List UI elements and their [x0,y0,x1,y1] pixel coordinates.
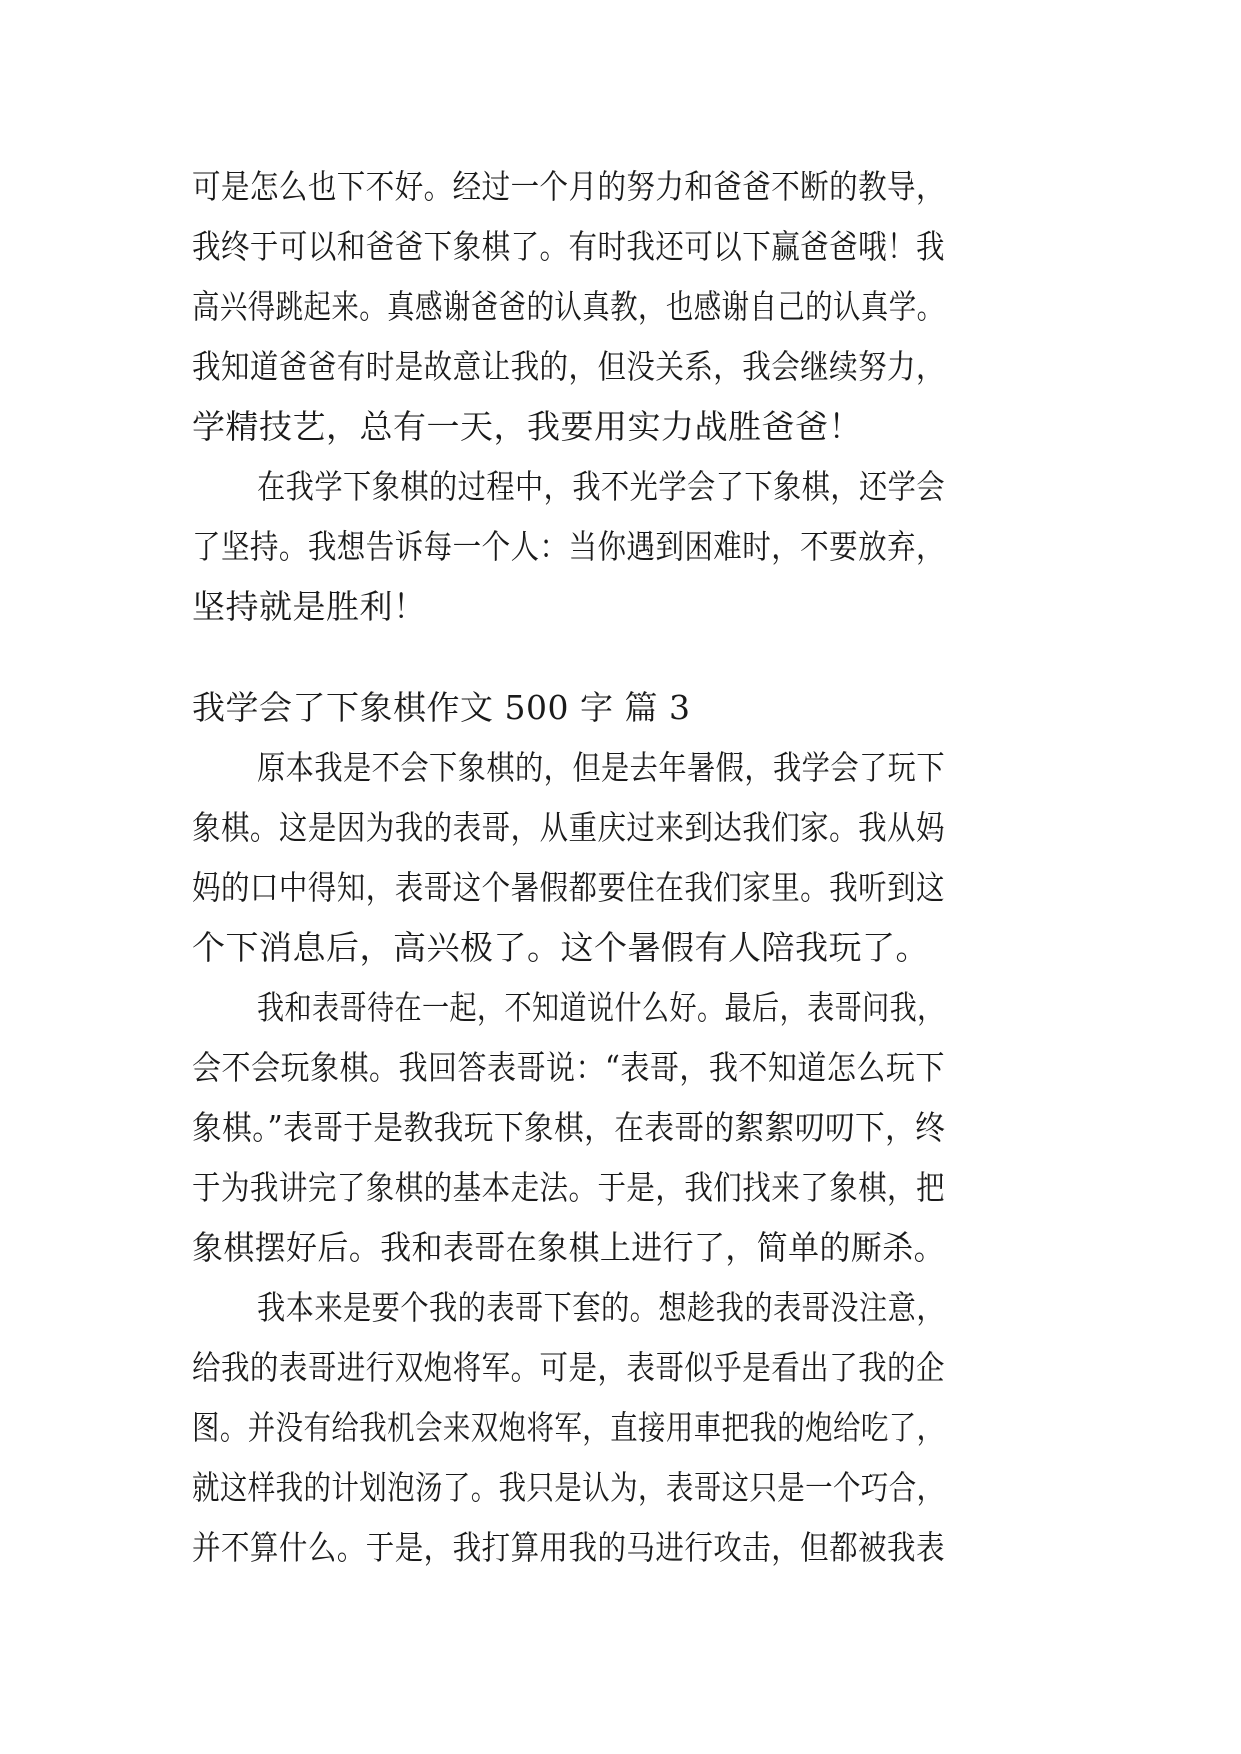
paragraph-1-line-5: 学精技艺，总有一天，我要用实力战胜爸爸！ [192,407,862,446]
paragraph-2-line-2: 了坚持。我想告诉每一个人：当你遇到困难时，不要放弃， [192,527,945,566]
paragraph-1-line-4: 我知道爸爸有时是故意让我的，但没关系，我会继续努力， [192,347,945,386]
paragraph-5-line-1: 我本来是要个我的表哥下套的。想趁我的表哥没注意， [257,1288,945,1327]
paragraph-2-line-3: 坚持就是胜利！ [192,587,427,626]
paragraph-5-line-2: 给我的表哥进行双炮将军。可是，表哥似乎是看出了我的企 [192,1348,945,1387]
paragraph-4-line-1: 我和表哥待在一起，不知道说什么好。最后，表哥问我， [257,988,945,1027]
paragraph-5-line-4: 就这样我的计划泡汤了。我只是认为，表哥这只是一个巧合， [192,1468,945,1507]
paragraph-4-line-4: 于为我讲完了象棋的基本走法。于是，我们找来了象棋，把 [192,1168,945,1207]
paragraph-4-line-3: 象棋。”表哥于是教我玩下象棋，在表哥的絮絮叨叨下，终 [192,1108,946,1147]
paragraph-5-line-3: 图。并没有给我机会来双炮将军，直接用車把我的炮给吃了， [192,1408,945,1447]
section-heading: 我学会了下象棋作文 500 字 篇 3 [192,688,691,727]
paragraph-1-line-3: 高兴得跳起来。真感谢爸爸的认真教，也感谢自己的认真学。 [192,287,945,326]
paragraph-4-line-5: 象棋摆好后。我和表哥在象棋上进行了，简单的厮杀。 [192,1228,946,1267]
paragraph-2-line-1: 在我学下象棋的过程中，我不光学会了下象棋，还学会 [257,467,945,506]
paragraph-3-line-3: 妈的口中得知，表哥这个暑假都要住在我们家里。我听到这 [192,868,945,907]
paragraph-4-line-2: 会不会玩象棋。我回答表哥说：“表哥，我不知道怎么玩下 [192,1048,945,1087]
paragraph-3-line-2: 象棋。这是因为我的表哥，从重庆过来到达我们家。我从妈 [192,808,945,847]
paragraph-3-line-4: 个下消息后，高兴极了。这个暑假有人陪我玩了。 [192,928,929,967]
paragraph-5-line-5: 并不算什么。于是，我打算用我的马进行攻击，但都被我表 [192,1528,945,1567]
paragraph-1-line-1: 可是怎么也下不好。经过一个月的努力和爸爸不断的教导， [192,167,945,206]
paragraph-3-line-1: 原本我是不会下象棋的，但是去年暑假，我学会了玩下 [257,748,945,787]
paragraph-1-line-2: 我终于可以和爸爸下象棋了。有时我还可以下赢爸爸哦！我 [192,227,945,266]
